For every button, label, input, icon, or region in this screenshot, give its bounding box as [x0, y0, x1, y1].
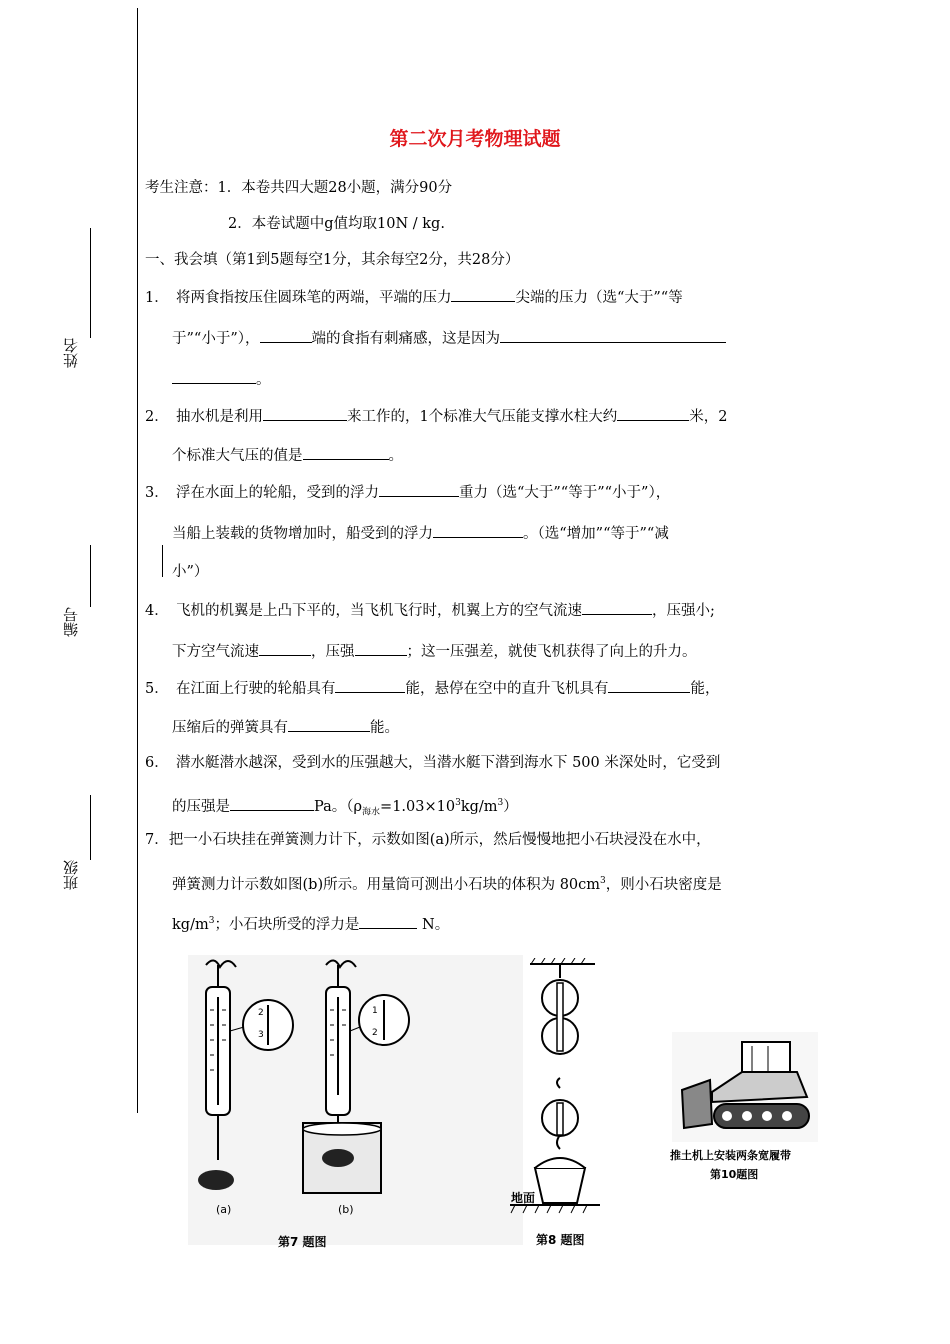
- section-heading: 一、我会填（第1到5题每空1分，其余每空2分，共28分）: [145, 252, 520, 268]
- q5-text-d: 压缩后的弹簧具有: [172, 720, 288, 736]
- figure-8-pulley: [505, 958, 605, 1218]
- question-3-line-2: [172, 522, 669, 544]
- q4-blank-2[interactable]: [259, 640, 311, 656]
- q6-sup-2: 3: [497, 798, 504, 808]
- fig7-label-b: (b): [338, 1203, 354, 1216]
- question-1-line-3: [172, 368, 271, 390]
- q7-text-e: kg/m: [172, 916, 209, 933]
- question-6-line-1: 6． 潜水艇潜水越深，受到水的压强越大，当潜水艇下潜到海水下 500 米深处时，它受到: [145, 755, 721, 771]
- q5-text-b: 能，悬停在空中的直升飞机具有: [405, 681, 609, 697]
- svg-text:2: 2: [258, 1008, 264, 1018]
- name-label: 姓名: [62, 338, 80, 368]
- q5-text-a: 5． 在江面上行驶的轮船具有: [145, 681, 336, 697]
- q3-text-c: 当船上装载的货物增加时，船受到的浮力: [172, 526, 433, 542]
- q1-blank-3-cont[interactable]: [172, 368, 256, 384]
- q4-text-d: ，压强: [311, 644, 355, 660]
- q1-text-c: 于”“小于”），: [172, 331, 260, 347]
- q1-blank-2[interactable]: [260, 327, 312, 343]
- q7-text-b: 弹簧测力计示数如图(b)所示。用量筒可测出小石块的体积为 80cm: [172, 876, 601, 893]
- question-7-line-1: 7．把一小石块挂在弹簧测力计下，示数如图(a)所示，然后慢慢地把小石块浸没在水中，: [145, 832, 711, 848]
- q6-text-g: kg/m: [460, 798, 498, 815]
- q1-text-e: 。: [256, 372, 271, 388]
- name-blank-line[interactable]: [90, 228, 91, 338]
- q2-blank-3[interactable]: [303, 444, 389, 460]
- question-6-line-2: [172, 793, 518, 823]
- svg-text:1: 1: [372, 1006, 378, 1016]
- q6-text-c: Pa。（ρ: [314, 798, 363, 815]
- page-title: 第二次月考物理试题: [389, 128, 561, 150]
- svg-text:3: 3: [258, 1030, 264, 1040]
- question-2-line-2: [172, 444, 403, 466]
- name-field: [60, 228, 100, 388]
- notice-line-2: 2．本卷试题中g值均取10N / kg.: [228, 216, 445, 232]
- figure-10-bulldozer: [672, 1032, 818, 1142]
- q2-text-b: 来工作的，1个标准大气压能支撑水柱大约: [346, 409, 618, 425]
- question-4-line-2: [172, 640, 697, 662]
- q7-blank-1[interactable]: [359, 913, 417, 929]
- q5-text-e: 能。: [370, 720, 399, 736]
- q5-blank-1[interactable]: [335, 677, 405, 693]
- fig7-label-a: (a): [216, 1203, 232, 1216]
- q7-text-g: ；小石块所受的浮力是: [214, 916, 360, 933]
- q5-text-c: 能，: [690, 681, 720, 697]
- q6-sup-1: 3: [455, 798, 461, 808]
- figure-10-description: 推土机上安装两条宽履带: [670, 1149, 791, 1162]
- id-blank-line[interactable]: [90, 545, 91, 607]
- q1-text-b: 尖端的压力（选“大于”“等: [515, 290, 683, 306]
- margin-mark: [162, 545, 163, 577]
- question-3-line-1: [145, 481, 670, 503]
- q6-text-i: ）: [503, 798, 518, 815]
- figure-8-ground-label: 地面: [511, 1191, 536, 1205]
- q5-blank-2[interactable]: [608, 677, 690, 693]
- question-3-line-3: 小”）: [172, 564, 209, 580]
- figure-7-spring-scale: [188, 955, 523, 1245]
- q4-text-e: ；这一压强差，就使飞机获得了向上的升力。: [406, 644, 697, 660]
- q2-blank-2[interactable]: [617, 405, 689, 421]
- id-field: [60, 545, 100, 655]
- question-5-line-2: [172, 716, 399, 738]
- q2-text-c: 米，2: [689, 409, 728, 425]
- class-label: 班级: [62, 860, 80, 890]
- q3-text-a: 3． 浮在水面上的轮船，受到的浮力: [145, 485, 379, 501]
- q4-text-c: 下方空气流速: [172, 644, 259, 660]
- q4-text-a: 4． 飞机的机翼是上凸下平的，当飞机飞行时，机翼上方的空气流速: [145, 603, 582, 619]
- q6-text-e: =1.03×10: [380, 798, 456, 815]
- question-2-line-1: [145, 405, 727, 427]
- q1-blank-3[interactable]: [500, 327, 726, 343]
- q3-text-d: 。（选“增加”“等于”“减: [523, 526, 669, 542]
- q1-text-d: 端的食指有刺痛感，这是因为: [311, 331, 500, 347]
- q2-text-a: 2． 抽水机是利用: [145, 409, 263, 425]
- question-7-line-2: [172, 871, 722, 895]
- question-5-line-1: [145, 677, 719, 699]
- q7-sup-2: 3: [208, 916, 215, 926]
- q7-text-h: N。: [417, 916, 450, 933]
- q1-text-a: 1． 将两食指按压住圆珠笔的两端，平端的压力: [145, 290, 452, 306]
- class-field: [60, 795, 100, 905]
- question-1-line-2: [172, 327, 726, 349]
- question-7-line-3: [172, 911, 449, 935]
- q3-blank-2[interactable]: [433, 522, 523, 538]
- q6-sub-seawater: 海水: [362, 807, 381, 818]
- svg-text:2: 2: [372, 1028, 378, 1038]
- question-1-line-1: [145, 286, 683, 308]
- binding-margin-line: [137, 8, 138, 1113]
- q3-blank-1[interactable]: [379, 481, 459, 497]
- q5-blank-3[interactable]: [288, 716, 370, 732]
- q2-text-d: 个标准大气压的值是: [172, 448, 303, 464]
- figure-7-caption: 第7 题图: [278, 1235, 327, 1249]
- class-blank-line[interactable]: [90, 795, 91, 860]
- q6-blank-1[interactable]: [230, 795, 314, 811]
- q4-text-b: ，压强小;: [651, 603, 715, 619]
- q7-sup-1: 3: [600, 876, 606, 886]
- question-4-line-1: [145, 599, 715, 621]
- q7-text-d: ，则小石块密度是: [605, 876, 722, 893]
- q4-blank-1[interactable]: [582, 599, 652, 615]
- q6-text-b: 的压强是: [172, 798, 230, 815]
- q4-blank-3[interactable]: [355, 640, 407, 656]
- figure-10-caption: 第10题图: [710, 1168, 759, 1181]
- notice-line-1: 考生注意：1．本卷共四大题28小题，满分90分: [145, 180, 453, 196]
- q3-text-b: 重力（选“大于”“等于”“小于”），: [458, 485, 671, 501]
- q1-blank-1[interactable]: [451, 286, 515, 302]
- q2-blank-1[interactable]: [263, 405, 347, 421]
- q2-text-e: 。: [388, 448, 403, 464]
- figure-8-caption: 第8 题图: [536, 1233, 585, 1247]
- id-label: 编号: [62, 607, 80, 637]
